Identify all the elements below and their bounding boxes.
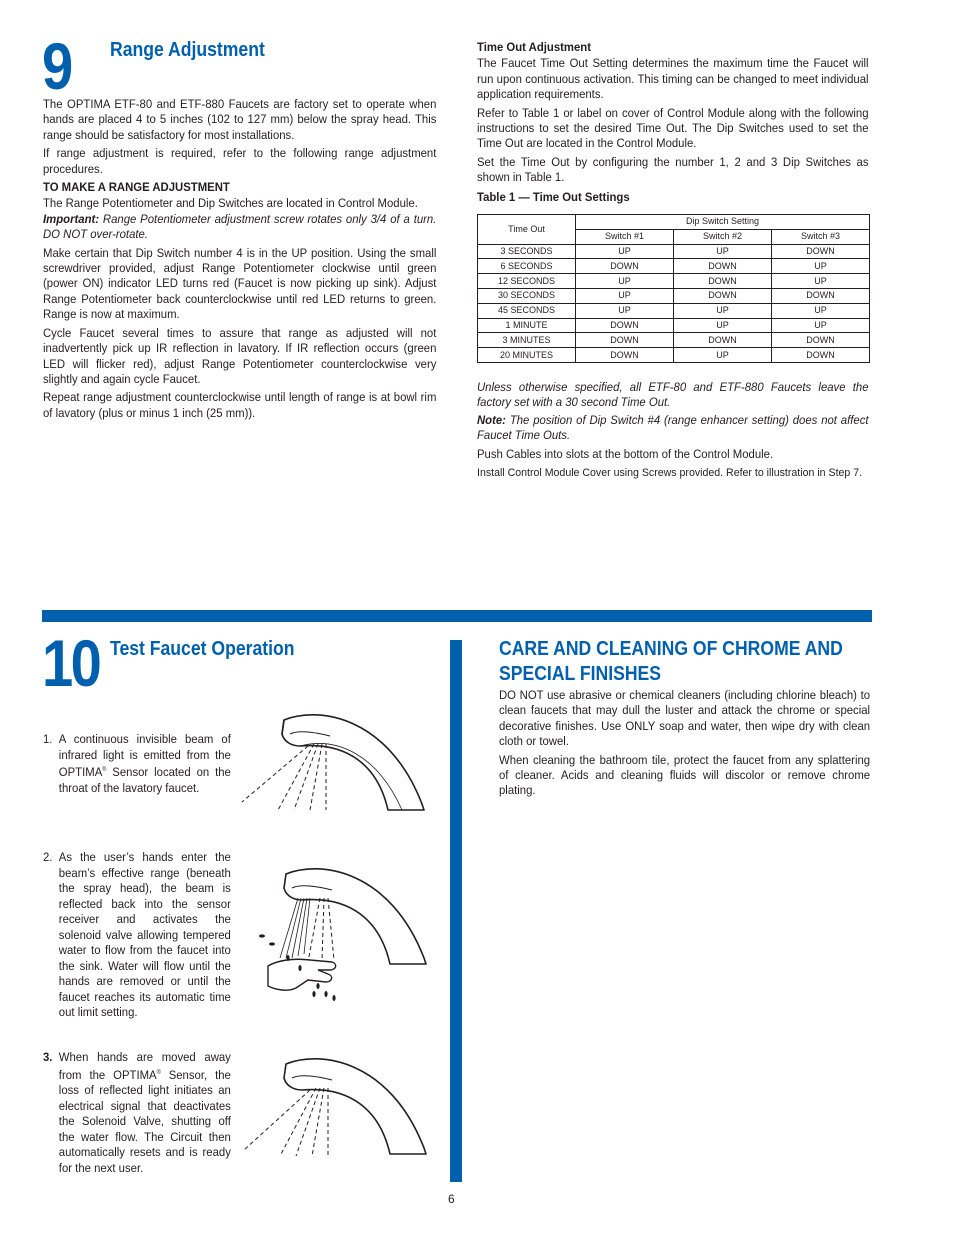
table-cell: 3 SECONDS [478,244,576,259]
section-10-number: 10 [42,626,100,700]
table-cell: DOWN [674,259,772,274]
column-divider-bar [450,640,462,1182]
table-header-timeout: Time Out [478,215,576,245]
timeout-subhead: Time Out Adjustment [477,40,591,54]
timeout-after-table [477,380,869,481]
table-cell: DOWN [674,288,772,303]
registered-mark: ® [156,1069,161,1076]
step-1-text-a: A continuous invisible beam of infrared light is emitted from the OPTIMA [58,732,231,780]
range-intro-paragraph-2: If range adjustment is required, refer to the following range adjustment procedures. [43,146,437,176]
faucet-hands-illustration [238,862,428,1010]
table-cell: UP [576,274,674,289]
table-cell: UP [576,303,674,318]
timeout-paragraph-1: The Faucet Time Out Setting determines the maximum time the Faucet will run upon continuous activation. This timing can be changed to meet individual application requirements. [477,56,869,102]
table-cell: UP [772,274,870,289]
step-2-number: 2. [43,850,53,864]
note-text: The position of Dip Switch #4 (range enhancer setting) does not affect Faucet Time Outs. [477,412,869,443]
table-cell: 30 SECONDS [478,288,576,303]
section-9-body [43,97,436,421]
range-paragraph-4: Repeat range adjustment counterclockwise until length of range is at bowl rim of lavatory (plus or minus 1 inch (25 mm)). [43,390,437,420]
range-intro-paragraph: The OPTIMA ETF-80 and ETF-880 Faucets are factory set to operate when hands are placed 4 to 5 inches (102 to 127 mm) below the spray head. This range should be satisfactory for most installations. [43,97,437,142]
table-row [478,333,870,348]
table-cell: 20 MINUTES [478,348,576,363]
push-cables-text: Push Cables into slots at the bottom of the Control Module. [477,446,774,461]
dip4-note [477,413,869,444]
table-cell: UP [674,244,772,259]
faucet-beam-illustration [238,706,428,812]
table-cell: DOWN [772,244,870,259]
table-cell: DOWN [576,348,674,363]
table-cell: UP [674,318,772,333]
table-cell: 1 MINUTE [478,318,576,333]
table-col-switch-1: Switch #1 [576,229,674,244]
table-cell: DOWN [576,318,674,333]
range-paragraph-2: Make certain that Dip Switch number 4 is in the UP position. Using the small screwdriver provided, adjust Range Potentiometer clockwise until green (power ON) indicator LED turns red (Faucet is now picking up sink). Adjust Range Potentiometer back counterclockwise until red LED returns to green. Range is now at maximum. [43,245,437,322]
table-cell: DOWN [772,348,870,363]
table-title: Table 1 — Time Out Settings [477,190,630,204]
important-text: Range Potentiometer adjustment screw rotates only 3/4 of a turn. DO NOT over-rotate. [43,211,437,242]
timeout-table-wrapper [477,214,870,363]
table-cell: UP [674,348,772,363]
install-cover-text: Install Control Module Cover using Screws provided. Refer to illustration in Step 7. [477,467,863,480]
table-cell: UP [772,318,870,333]
table-row [478,274,870,289]
table-cell: 3 MINUTES [478,333,576,348]
range-paragraph-1: The Range Potentiometer and Dip Switches are located in Control Module. [43,196,418,211]
care-paragraph-2: When cleaning the bathroom tile, protect the faucet from any splattering of cleaner. Acids and cleaning fluids will discolor or remove chrome plating. [499,752,871,798]
table-cell: DOWN [576,259,674,274]
timeout-paragraph-2: Refer to Table 1 or label on cover of Control Module along with the following instructions to set the desired Time Out. The Dip Switches used to set the Time Out are located in the Control Module. [477,105,869,151]
section-9-number: 9 [42,29,71,103]
table-cell: UP [576,244,674,259]
registered-mark: ® [102,767,107,773]
table-cell: UP [674,303,772,318]
step-1 [43,732,231,796]
step-3-text-a: When hands are moved away from the OPTIMA [58,1050,231,1082]
table-header-row [478,215,870,230]
step-3-number: 3. [43,1050,53,1064]
note-label: Note: [477,412,506,427]
care-title-line-2: SPECIAL FINISHES [499,663,662,685]
timeout-paragraph-3: Set the Time Out by configuring the number 1, 2 and 3 Dip Switches as shown in Table 1. [477,154,869,185]
table-cell: DOWN [576,333,674,348]
range-adjust-subhead: TO MAKE A RANGE ADJUSTMENT [43,180,230,195]
table-col-switch-3: Switch #3 [772,229,870,244]
table-cell: DOWN [674,333,772,348]
table-header-dip: Dip Switch Setting [576,215,870,230]
timeout-table [477,214,870,363]
timeout-section [477,40,869,186]
care-title [499,637,869,687]
table-cell: 45 SECONDS [478,303,576,318]
step-2 [43,850,231,1021]
table-cell: DOWN [674,274,772,289]
section-10-title: Test Faucet Operation [110,638,295,660]
step-1-number: 1. [43,732,53,746]
important-label: Important: [43,211,100,226]
table-row [478,259,870,274]
table-cell: UP [772,303,870,318]
table-row [478,244,870,259]
table-col-switch-2: Switch #2 [674,229,772,244]
table-row [478,348,870,363]
range-paragraph-3: Cycle Faucet several times to assure that range as adjusted will not inadvertently pick up IR reflection in lavatory. If IR reflection occurs (green LED will flicker red), adjust Range Potentiometer counterclockwise very slightly and again cycle Faucet. [43,325,437,386]
step-3 [43,1050,231,1176]
faucet-reset-illustration [238,1050,428,1160]
section-divider-bar [42,610,872,622]
section-9-title: Range Adjustment [110,39,265,61]
step-1-text [59,732,231,796]
table-cell: UP [576,288,674,303]
table-cell: 12 SECONDS [478,274,576,289]
page-number: 6 [448,1192,455,1206]
step-3-text [59,1050,231,1176]
table-cell: DOWN [772,333,870,348]
care-body [499,688,870,799]
care-title-line-1: CARE AND CLEANING OF CHROME AND [499,638,843,660]
step-3-text-b: Sensor, the loss of reflected light initiates an electrical signal that deactivates the Solenoid Valve, shutting off the water flow. The Circuit then automatically resets and is ready for the next user. [58,1067,231,1175]
step-2-text: As the user’s hands enter the beam’s effective range (beneath the spray head), the beam is reflected back into the sensor receiver and activates the solenoid valve allowing tempered water to flow from the faucet into the sink. Water will flow until the hands are removed or until the faucet reaches its automatic time out limit setting. [58,850,231,1019]
important-note [43,212,436,243]
table-cell: 6 SECONDS [478,259,576,274]
table-row [478,288,870,303]
care-paragraph-1: DO NOT use abrasive or chemical cleaners (including chlorine bleach) to clean faucets that may dull the luster and attack the chrome or special decorative finishes. Use ONLY soap and water, then wipe dry with clean cloth or towel. [499,688,871,749]
factory-default-note: Unless otherwise specified, all ETF-80 and ETF-880 Faucets leave the factory set with a 30 second Time Out. [477,380,869,410]
table-row [478,318,870,333]
table-cell: UP [772,259,870,274]
table-cell: DOWN [772,288,870,303]
step-1-text-b: Sensor located on the throat of the lavatory faucet. [58,765,231,795]
table-row [478,303,870,318]
